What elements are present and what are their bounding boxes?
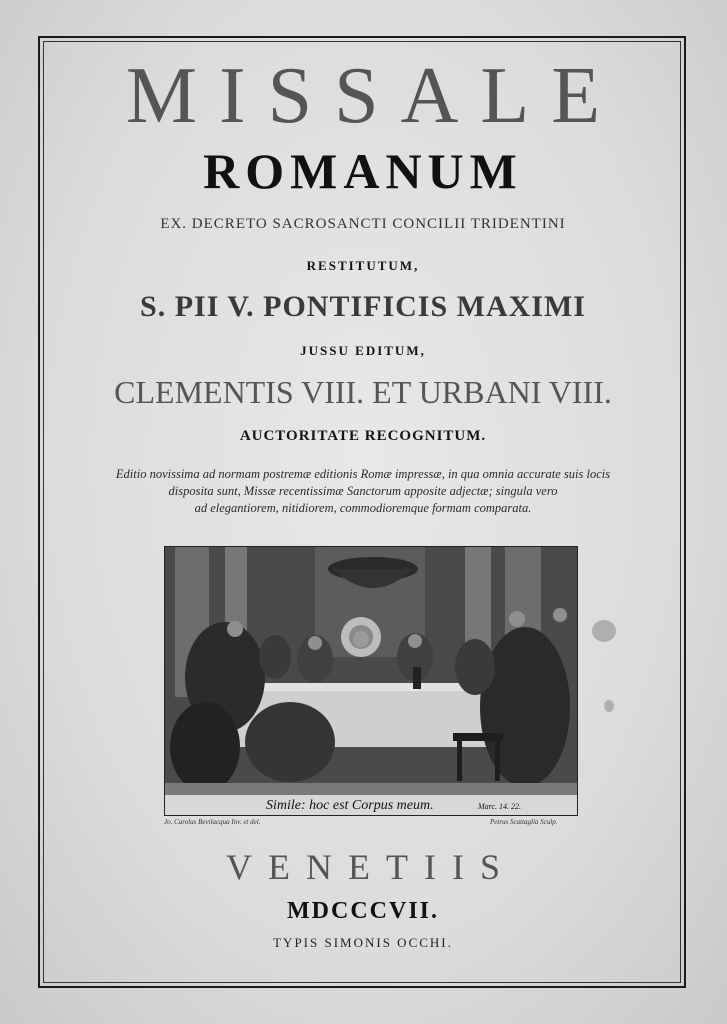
subtitle-restitutum: RESTITUTUM, [306,258,420,273]
last-supper-engraving [164,546,578,816]
subtitle-pius: S. PII V. PONTIFICIS MAXIMI [140,290,586,323]
subtitle-clementis: CLEMENTIS VIII. ET URBANI VIII. [114,374,612,410]
engraving-caption: Simile: hoc est Corpus meum. [266,798,434,813]
engraving-caption-reference: Marc. 14. 22. [478,802,522,811]
paper-stain [604,700,614,712]
engraving-credit-left: Jo. Carolus Bevilacqua Inv. et del. [164,818,261,826]
title-missale: MISSALE [125,52,623,140]
imprint-printer: TYPIS SIMONIS OCCHI. [273,935,453,950]
edition-note-line: Editio novissima ad normam postremæ editionis Romæ impressæ, in qua omnia accurate suis locis [115,467,611,481]
paper-stain [592,620,616,642]
title-romanum: ROMANUM [203,143,523,199]
imprint-city: VENETIIS [226,847,516,887]
engraving-credit-right: Petrus Scattaglia Sculp. [490,818,558,826]
edition-note-line: disposita sunt, Missæ recentissimæ Sanctorum apposite adjectæ; singula vero [168,484,558,498]
subtitle-decreto: EX. DECRETO SACROSANCTI CONCILII TRIDENTINI [160,216,566,232]
subtitle-jussu: JUSSU EDITUM, [300,343,426,358]
edition-note-line: ad elegantiorem, nitidiorem, commodioremque formam comparata. [194,501,532,515]
subtitle-auctoritate: AUCTORITATE RECOGNITUM. [239,428,487,444]
engraving-illustration [165,547,578,816]
imprint-year: MDCCCVII. [287,898,439,924]
edition-note [60,466,666,517]
